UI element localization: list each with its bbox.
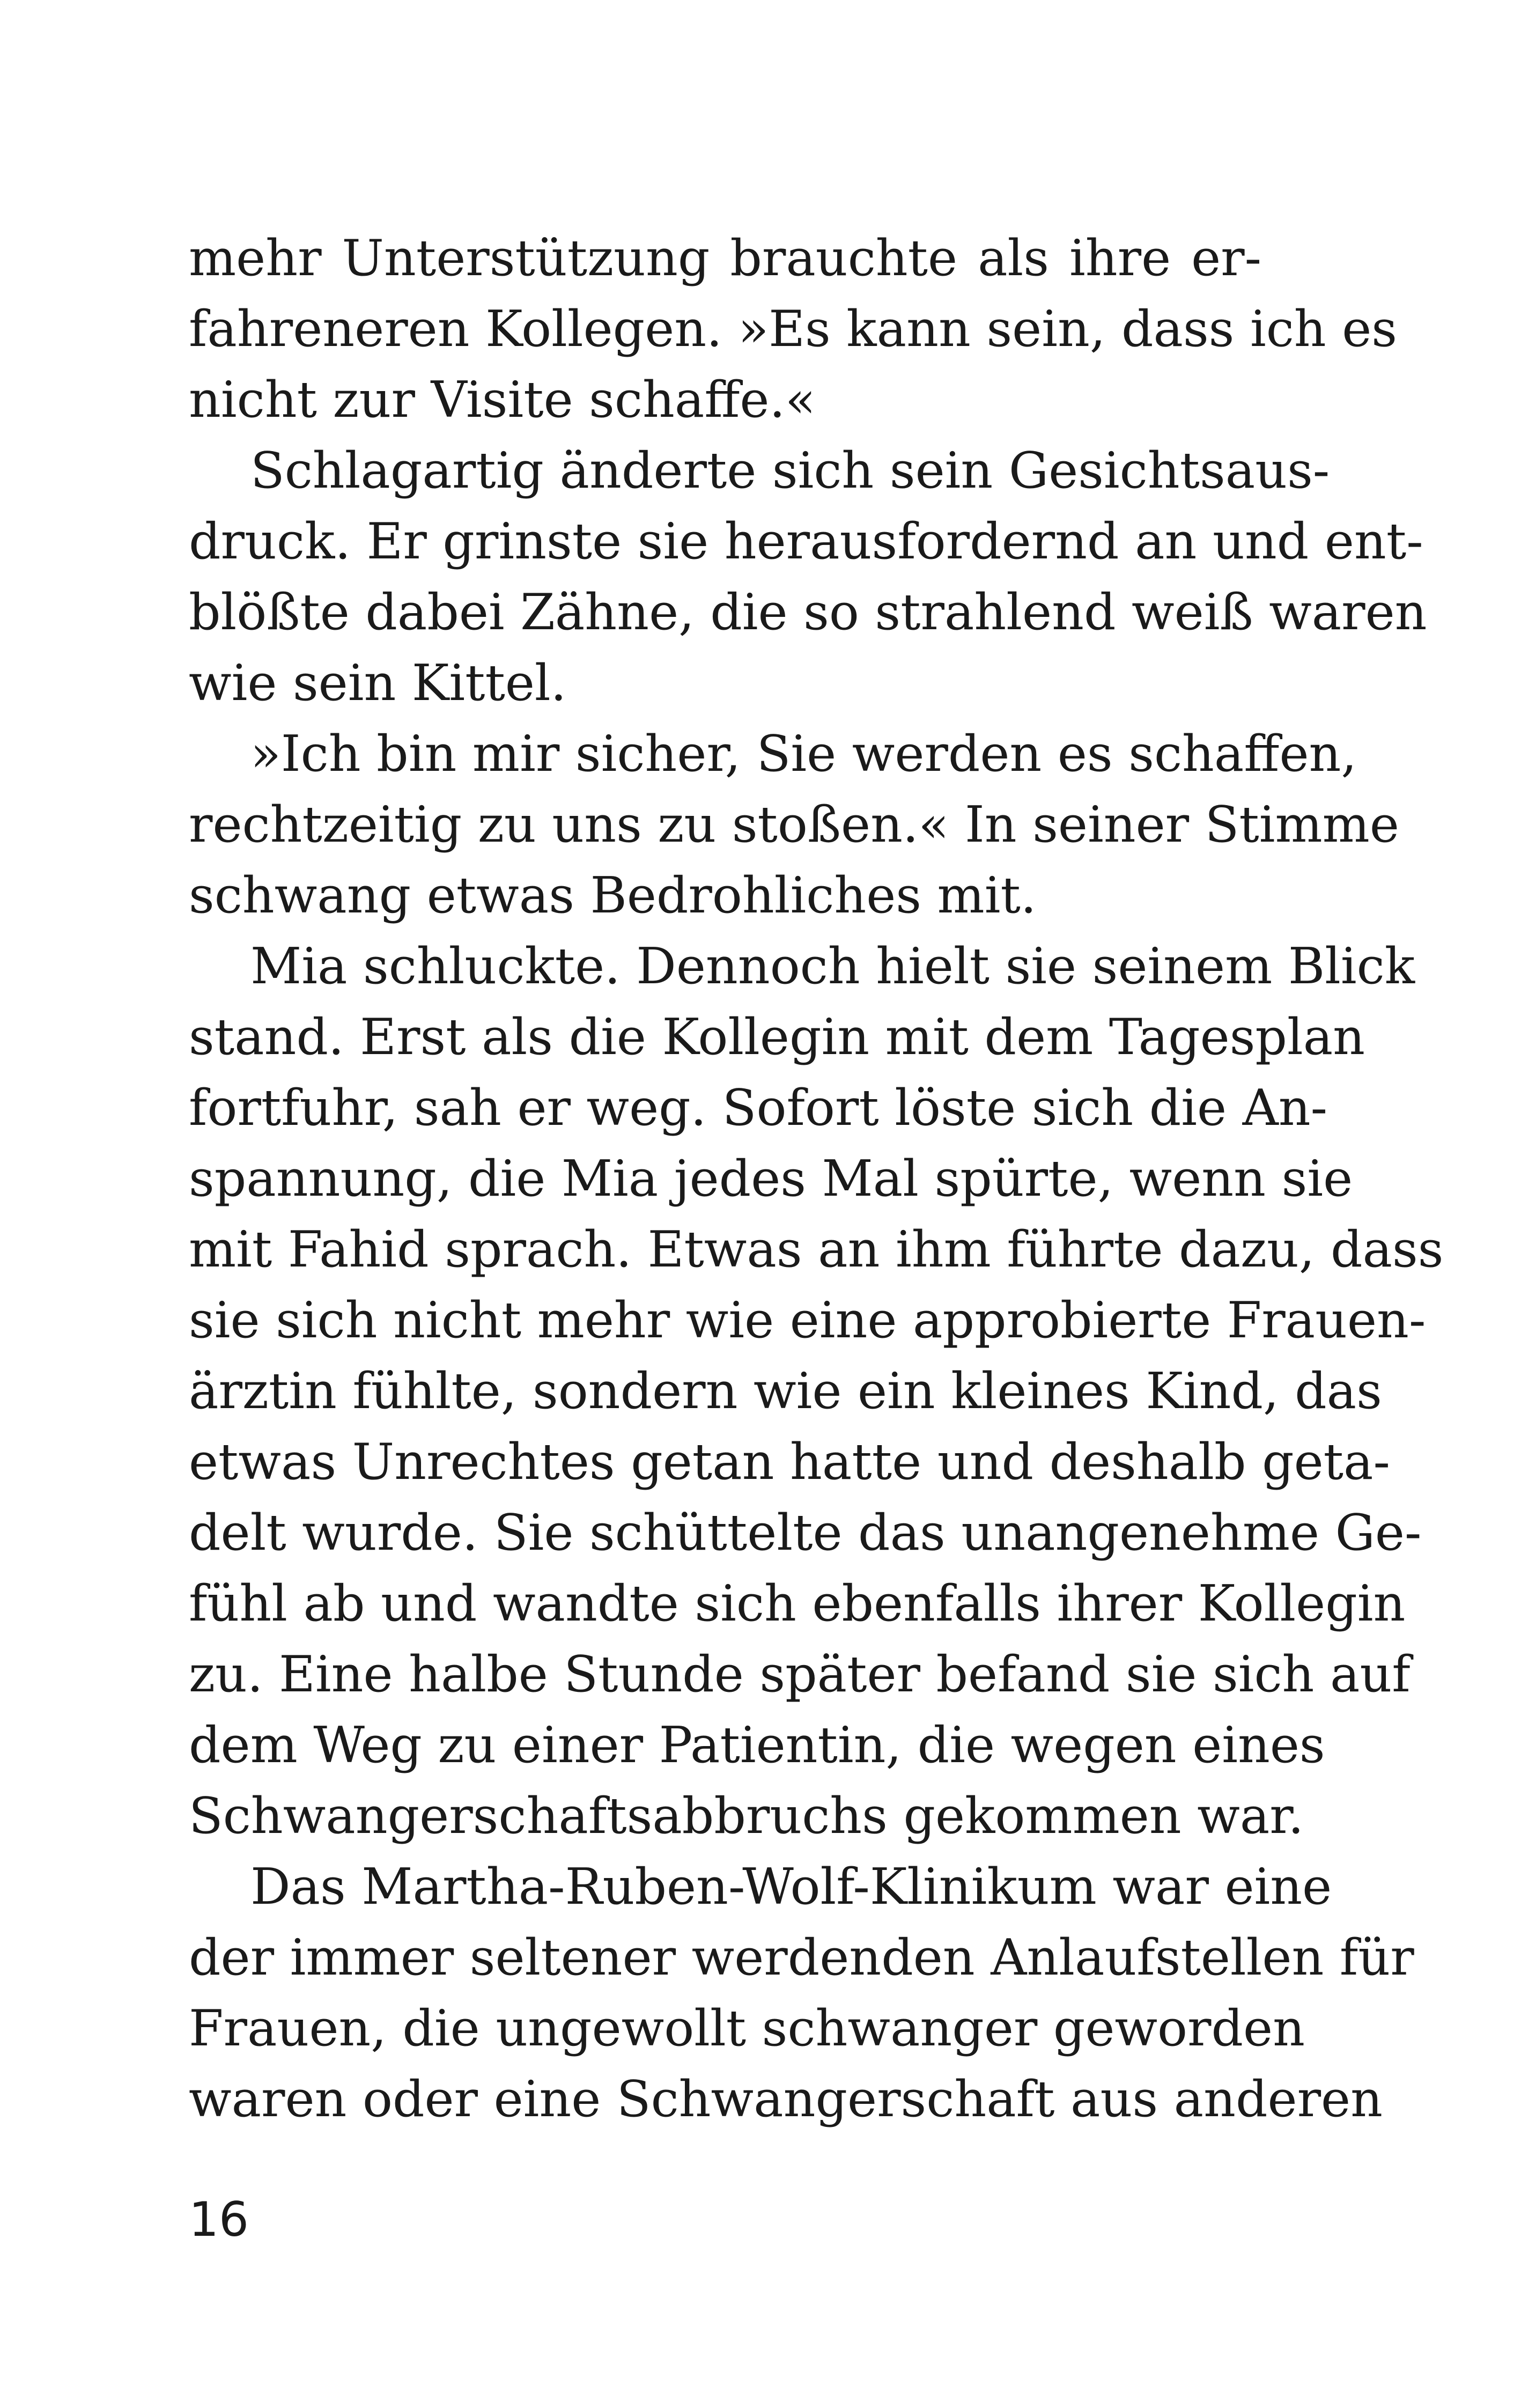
- text-line: Frauen, die ungewollt schwanger geworden: [189, 1999, 1305, 2057]
- text-line: mit Fahid sprach. Etwas an ihm führte dazu, dass: [189, 1220, 1444, 1278]
- text-line: rechtzeitig zu uns zu stoßen.« In seiner Stimme: [189, 796, 1399, 853]
- text-line: fühl ab und wandte sich ebenfalls ihrer Kollegin: [189, 1574, 1406, 1632]
- text-line: spannung, die Mia jedes Mal spürte, wenn sie: [189, 1150, 1353, 1207]
- text-line: sie sich nicht mehr wie eine approbierte Frauen-: [189, 1291, 1426, 1349]
- text-line: ärztin fühlte, sondern wie ein kleines Kind, das: [189, 1362, 1382, 1420]
- text-line: »Ich bin mir sicher, Sie werden es schaffen,: [250, 725, 1357, 783]
- paragraph: [189, 435, 1427, 718]
- text-line: der immer seltener werdenden Anlaufstellen für: [189, 1928, 1414, 1986]
- paragraph: [189, 718, 1399, 931]
- text-line: Das Martha-Ruben-Wolf-Klinikum war eine: [250, 1858, 1332, 1916]
- text-line: waren oder eine Schwangerschaft aus anderen: [189, 2070, 1383, 2128]
- page-number: 16: [189, 2192, 249, 2247]
- text-line: blößte dabei Zähne, die so strahlend weiß waren: [189, 583, 1427, 641]
- text-line: zu. Eine halbe Stunde später befand sie sich auf: [189, 1645, 1411, 1703]
- text-line: mehr Unterstützung brauchte als ihre er-: [189, 229, 1261, 287]
- text-line: dem Weg zu einer Patientin, die wegen eines: [189, 1716, 1325, 1774]
- text-line: Mia schluckte. Dennoch hielt sie seinem Blick: [250, 937, 1415, 995]
- text-line: wie sein Kittel.: [189, 654, 567, 712]
- text-line: fortfuhr, sah er weg. Sofort löste sich die An-: [189, 1079, 1328, 1137]
- text-line: delt wurde. Sie schüttelte das unangenehme Ge-: [189, 1504, 1422, 1562]
- text-line: etwas Unrechtes getan hatte und deshalb geta-: [189, 1433, 1390, 1491]
- text-line: fahreneren Kollegen. »Es kann sein, dass ich es: [189, 300, 1398, 358]
- text-line: Schwangerschaftsabbruchs gekommen war.: [189, 1787, 1304, 1845]
- paragraph: [189, 1851, 1414, 2134]
- text-line: stand. Erst als die Kollegin mit dem Tagesplan: [189, 1008, 1365, 1066]
- paragraph: [189, 223, 1398, 435]
- text-line: druck. Er grinste sie herausfordernd an und ent-: [189, 512, 1423, 570]
- text-line: nicht zur Visite schaffe.«: [189, 371, 816, 429]
- body-text: [189, 223, 1444, 2134]
- paragraph: [189, 931, 1444, 1851]
- text-line: schwang etwas Bedrohliches mit.: [189, 866, 1037, 924]
- text-line: Schlagartig änderte sich sein Gesichtsaus-: [250, 441, 1330, 499]
